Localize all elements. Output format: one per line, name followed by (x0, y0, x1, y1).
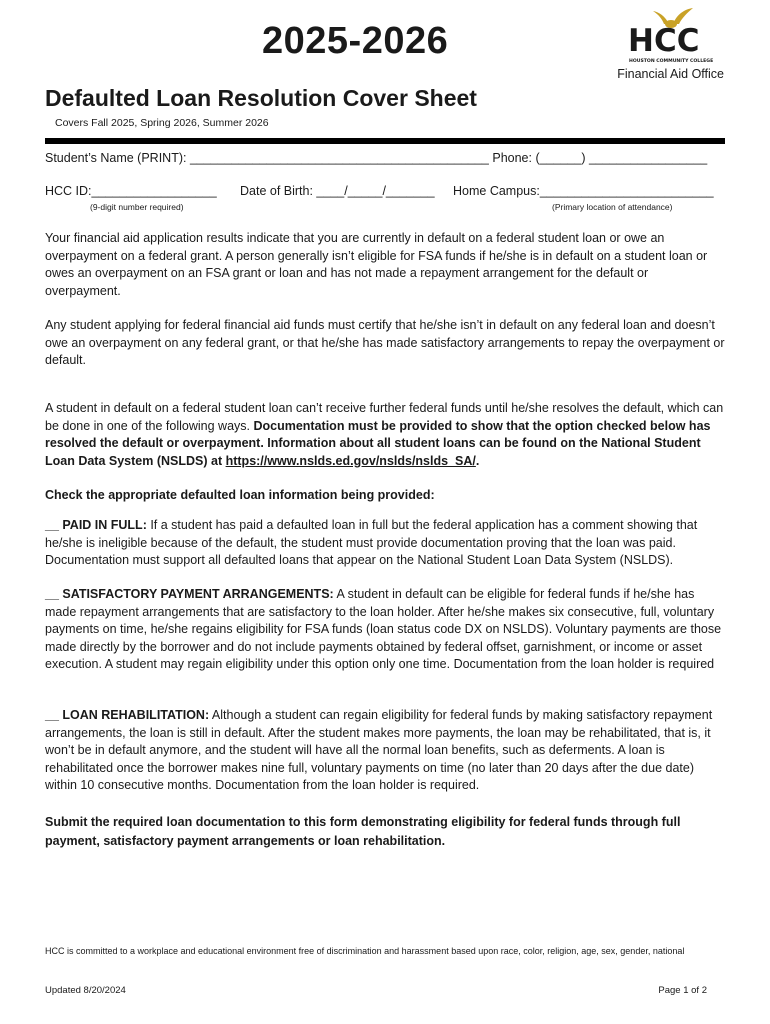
page-number: Page 1 of 2 (658, 985, 707, 996)
option-paid-in-full (45, 517, 727, 570)
option-satisfactory-arrangements (45, 586, 727, 674)
intro-paragraph (45, 230, 727, 300)
covers-terms: Covers Fall 2025, Spring 2026, Summer 2026 (55, 117, 269, 129)
loan-rehabilitation-text: Although a student can regain eligibility for federal funds by making satisfactory repayment arrangements, the loan is still in default. After the student makes more payments, the loan may be rehabilitated, that is, it won’t be in default anymore, and the student will have all the normal loan benefits, such as deferments. A loan is rehabilitated once the borrower makes nine full, voluntary payments on time (no later than 20 days after the due date) within 10 consecutive months. Documentation from the loan holder is required. (45, 708, 713, 792)
logo-subtext: HOUSTON COMMUNITY COLLEGE (629, 59, 714, 64)
documentation-requirement: Documentation must be provided to show that the option checked below has resolved the default or overpayment. Information about all student loans can be found on the National Student Loan Data System (NSLDS) at (45, 418, 711, 468)
paid-in-full-checkbox[interactable]: __ PAID IN FULL: (45, 518, 147, 532)
logo-text: HCC (628, 23, 700, 59)
satisfactory-arrangements-text: A student in default can be eligible for federal funds if he/she has made repayment arrangements that are satisfactory to the loan holder. After he/she makes six consecutive, full, voluntary payments on time, he/she regains eligibility for FSA funds (loan status code DX on NSLDS). Voluntary payments are those made directly by the borrower and do not include payments obtained by federal offset, garnishment, or income or asset execution. A student may regain eligibility under this option only one time. Documentation from the loan holder is required (45, 587, 722, 671)
loan-rehabilitation-checkbox[interactable]: __ LOAN REHABILITATION: (45, 708, 210, 722)
default-notice-text: Your financial aid application results indicate that you are currently in default on a federal student loan or owe an overpayment on a federal grant. A person generally isn’t eligible for FSA funds if he/she is in default on a student loan or owes an overpayment on an FSA grant or loan and has not made a repayment arrangement for the default or overpayment. (45, 231, 708, 298)
certification-text: Any student applying for federal financial aid funds must certify that he/she isn’t in default on any federal loan and doesn’t owe an overpayment on any federal grant, or that he/she has made satisfactory arrangements to repay the overpayment or default. (45, 318, 725, 367)
home-campus-field[interactable]: Home Campus:_________________________ (453, 184, 714, 198)
updated-date: Updated 8/20/2024 (45, 985, 126, 996)
form-year: 2025-2026 (262, 20, 449, 62)
header-divider (45, 138, 725, 144)
hcc-logo (625, 6, 717, 68)
student-name-phone-field[interactable]: Student’s Name (PRINT): ___________________________________________ Phone: (______) _________________ (45, 151, 708, 165)
paid-in-full-text: If a student has paid a defaulted loan in full but the federal application has a comment showing that he/she is ineligible because of the default, the student must provide documentation proving that the loan was paid. Documentation must support all defaulted loans that appear on the National Student Loan Data System (NSLDS). (45, 518, 698, 567)
check-heading: Check the appropriate defaulted loan information being provided: (45, 488, 435, 502)
certification-paragraph (45, 317, 727, 370)
submit-instructions: Submit the required loan documentation to this form demonstrating eligibility for federal funds through full payment, satisfactory payment arrangements or loan rehabilitation. (45, 815, 681, 848)
page-title: Defaulted Loan Resolution Cover Sheet (45, 85, 477, 111)
office-name: Financial Aid Office (617, 67, 724, 81)
satisfactory-arrangements-checkbox[interactable]: __ SATISFACTORY PAYMENT ARRANGEMENTS: (45, 587, 334, 601)
hcc-id-field[interactable]: HCC ID:__________________ (45, 184, 217, 198)
link-period: . (475, 453, 480, 468)
nondiscrimination-note: HCC is committed to a workplace and educational environment free of discrimination and harassment based upon race, color, religion, age, sex, gender, national (45, 946, 685, 956)
eagle-icon (625, 6, 717, 68)
date-of-birth-field[interactable]: Date of Birth: ____/_____/_______ (240, 184, 435, 198)
option-loan-rehabilitation (45, 707, 727, 795)
resolution-paragraph (45, 400, 727, 470)
hcc-id-hint: (9-digit number required) (90, 202, 184, 212)
home-campus-hint: (Primary location of attendance) (552, 202, 673, 212)
resolution-text: A student in default on a federal student loan can’t receive further federal funds until he/she resolves the default, which can be done in one of the following ways. (45, 401, 724, 433)
nslds-link[interactable]: https://www.nslds.ed.gov/nslds/nslds_SA/ (225, 453, 476, 468)
